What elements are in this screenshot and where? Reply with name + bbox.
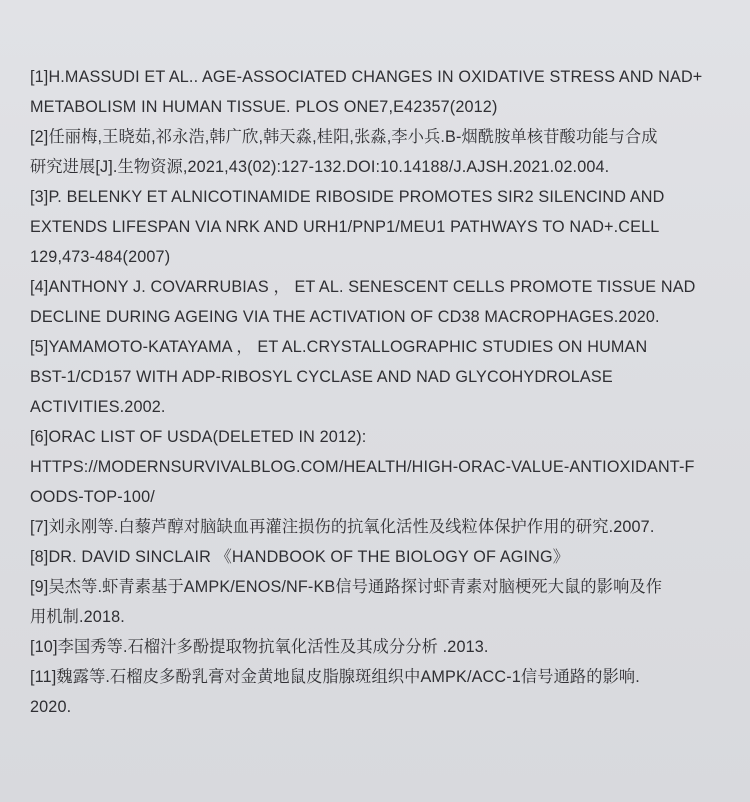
reference-item-6 [30,422,726,512]
reference-url-line: HTTPS://MODERNSURVIVALBLOG.COM/HEALTH/HIGH-ORAC-VALUE-ANTIOXIDANT-F [30,458,695,476]
reference-item-3 [30,182,726,272]
reference-item-1 [30,62,726,122]
reference-line: 研究进展[J].生物资源,2021,43(02):127-132.DOI:10.14188/J.AJSH.2021.02.004. [30,158,610,176]
reference-item-9 [30,572,726,632]
reference-line: DECLINE DURING AGEING VIA THE ACTIVATION OF CD38 MACROPHAGES.2020. [30,308,660,326]
reference-line: [11]魏露等.石榴皮多酚乳膏对金黄地鼠皮脂腺斑组织中AMPK/ACC-1信号通路的影响. [30,668,640,686]
reference-line: BST-1/CD157 WITH ADP-RIBOSYL CYCLASE AND NAD GLYCOHYDROLASE [30,368,613,386]
reference-line: ACTIVITIES.2002. [30,398,166,416]
reference-line: [2]任丽梅,王晓茹,祁永浩,韩广欣,韩天淼,桂阳,张淼,李小兵.B-烟酰胺单核苷酸功能与合成 [30,128,658,146]
reference-line: [1]H.MASSUDI ET AL.. AGE-ASSOCIATED CHANGES IN OXIDATIVE STRESS AND NAD+ [30,68,703,86]
reference-line: [3]P. BELENKY ET ALNICOTINAMIDE RIBOSIDE PROMOTES SIR2 SILENCIND AND [30,188,665,206]
reference-line: 2020. [30,698,72,716]
reference-line: [6]ORAC LIST OF USDA(DELETED IN 2012): [30,428,367,446]
reference-line: [7]刘永刚等.白藜芦醇对脑缺血再灌注损伤的抗氧化活性及线粒体保护作用的研究.2007. [30,518,655,536]
reference-line: EXTENDS LIFESPAN VIA NRK AND URH1/PNP1/MEU1 PATHWAYS TO NAD+.CELL [30,218,660,236]
reference-item-11 [30,662,726,722]
reference-line: [8]DR. DAVID SINCLAIR 《HANDBOOK OF THE BIOLOGY OF AGING》 [30,548,570,566]
reference-line: [5]YAMAMOTO-KATAYAMA ， ET AL.CRYSTALLOGRAPHIC STUDIES ON HUMAN [30,338,648,356]
reference-line: [10]李国秀等.石榴汁多酚提取物抗氧化活性及其成分分析 .2013. [30,638,489,656]
reference-item-8 [30,542,726,572]
reference-line: [9]吴杰等.虾青素基于AMPK/ENOS/NF-KB信号通路探讨虾青素对脑梗死大鼠的影响及作 [30,578,663,596]
reference-list [30,62,726,722]
reference-line: [4]ANTHONY J. COVARRUBIAS ， ET AL. SENESCENT CELLS PROMOTE TISSUE NAD [30,278,696,296]
reference-item-2 [30,122,726,182]
reference-item-5 [30,332,726,422]
reference-item-10 [30,632,726,662]
reference-line: 129,473-484(2007) [30,248,171,266]
reference-item-4 [30,272,726,332]
reference-item-7 [30,512,726,542]
reference-url-line: OODS-TOP-100/ [30,488,155,506]
reference-line: METABOLISM IN HUMAN TISSUE. PLOS ONE7,E42357(2012) [30,98,498,116]
reference-line: 用机制.2018. [30,608,125,626]
